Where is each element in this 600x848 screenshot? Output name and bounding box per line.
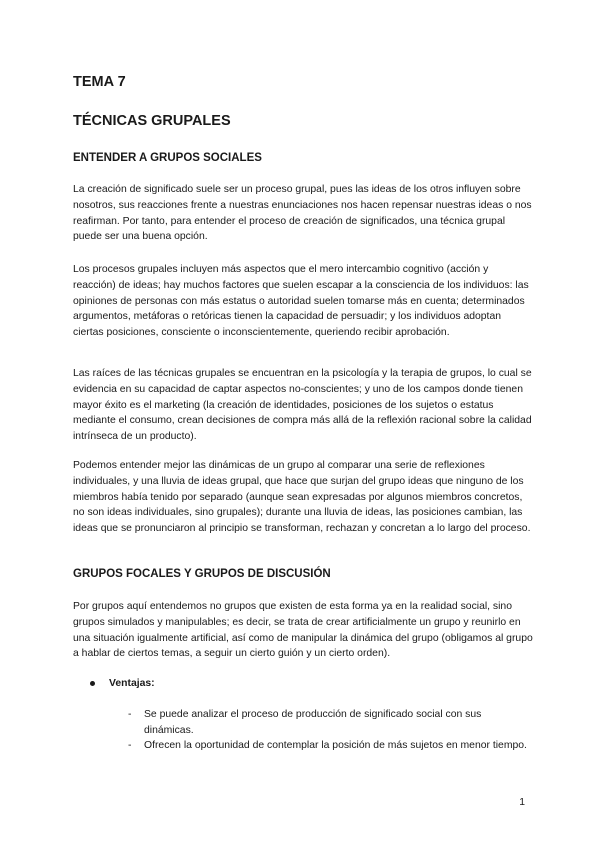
list-item-text: Se puede analizar el proceso de producción de significado social con sus dinámicas.	[144, 709, 482, 736]
paragraph-4: Podemos entender mejor las dinámicas de un grupo al comparar una serie de reflexiones individuales, y una lluvia de ideas grupal, que hace que surjan del grupo ideas que ninguno de los miembros había tenido por separado (aunque sean expresadas por algunos miembros concretos, no son ideas individuales, sino grupales); durante una lluvia de ideas, las posiciones cambian, las ideas que se pronunciaron al principio se transforman, rechazan y concretan a lo largo del proceso.	[73, 460, 531, 535]
section-heading-grupos-focales: GRUPOS FOCALES Y GRUPOS DE DISCUSIÓN	[73, 568, 331, 580]
list-item	[128, 738, 528, 754]
paragraph-2: Los procesos grupales incluyen más aspectos que el mero intercambio cognitivo (acción y reacción) de ideas; hay muchos factores que suelen escapar a la consciencia de los individuos: las opiniones de personas con más estatus o autoridad suelen tomarse más en cuenta; determinados argumentos, metáforas o retóricas tienen la capacidad de persuadir; y los individuos adoptan ciertas posiciones, consciente o inconscientemente, queriendo recibir aprobación.	[73, 264, 529, 339]
bullet-dot-icon	[90, 681, 95, 686]
paragraph-5: Por grupos aquí entendemos no grupos que existen de esta forma ya en la realidad social, sino grupos simulados y manipulables; es decir, se trata de crear artificialmente un grupo y reunirlo en una situación igualmente artificial, así como de manipular la dinámica del grupo (obligamos al grupo a hablar de ciertos temas, a seguir un cierto guión y un cierto orden).	[73, 601, 533, 660]
dash-icon: -	[128, 709, 132, 720]
section-heading-grupos-sociales: ENTENDER A GRUPOS SOCIALES	[73, 152, 262, 164]
tema-heading: TEMA 7	[73, 74, 126, 90]
list-item-text: Ofrecen la oportunidad de contemplar la posición de más sujetos en menor tiempo.	[144, 740, 527, 751]
list-item	[128, 707, 528, 739]
dash-icon: -	[128, 740, 132, 751]
bullet-ventajas	[90, 678, 155, 689]
bullet-label: Ventajas:	[109, 678, 155, 689]
paragraph-1: La creación de significado suele ser un proceso grupal, pues las ideas de los otros influyen sobre nosotros, sus reacciones frente a nuestras enunciaciones nos hacen repensar nuestras ideas o nos reafirman. Por tanto, para entender el proceso de creación de significados, una técnica grupal puede ser una buena opción.	[73, 184, 532, 243]
document-title: TÉCNICAS GRUPALES	[73, 113, 231, 129]
page-number: 1	[519, 797, 525, 808]
paragraph-3: Las raíces de las técnicas grupales se encuentran en la psicología y la terapia de grupos, lo cual se evidencia en su capacidad de captar aspectos no-conscientes; y uno de los campos donde tienen mayor éxito es el marketing (la creación de identidades, posiciones de los sujetos o estatus mediante el consumo, crean decisiones de compra más allá de la reflexión racional sobre la calidad intrínseca de un producto).	[73, 368, 532, 443]
